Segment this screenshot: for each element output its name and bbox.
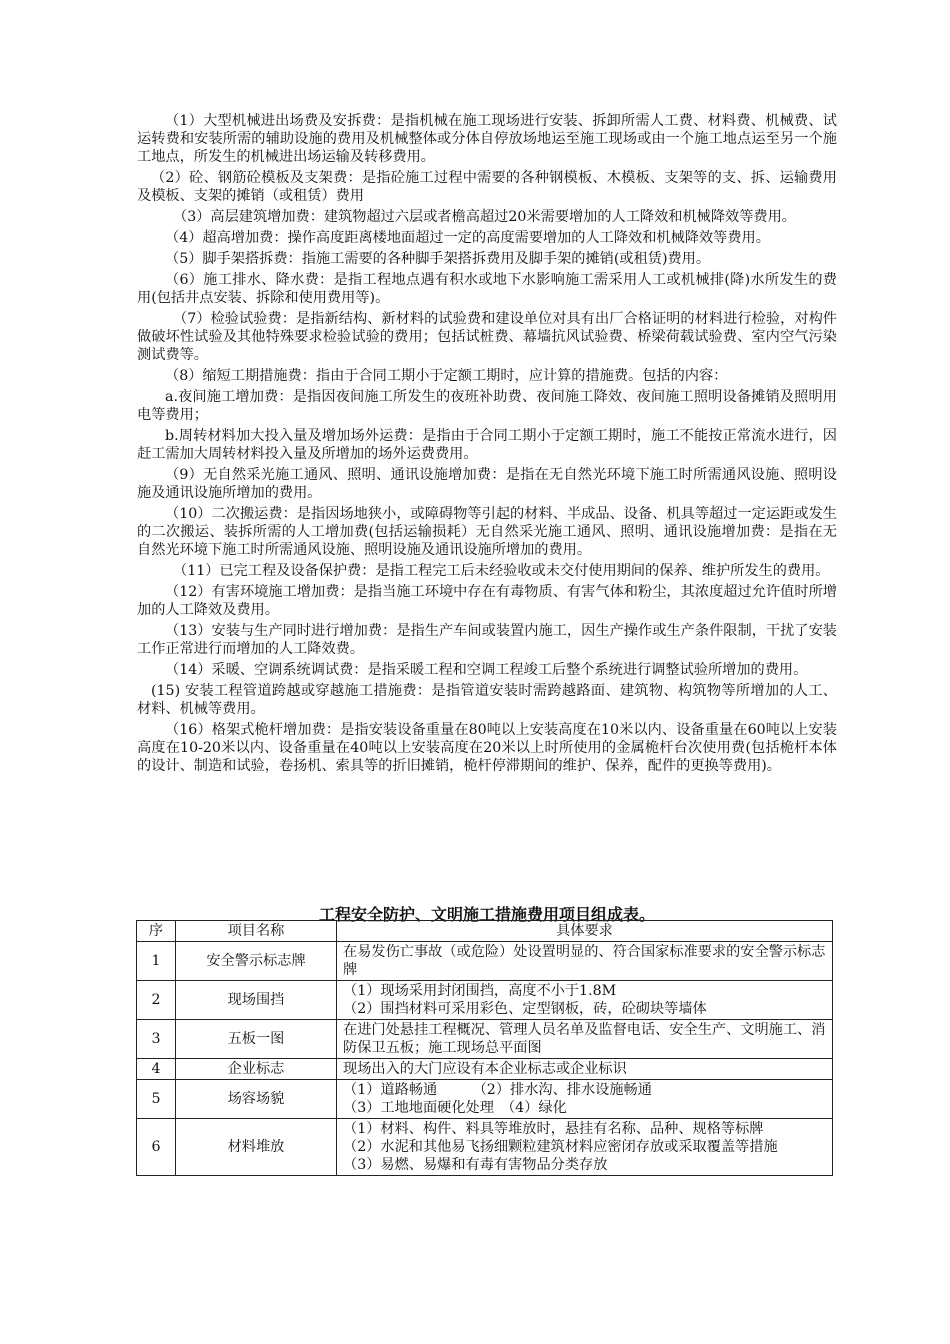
item-name: 企业标志: [176, 1059, 337, 1080]
table-row: [137, 1059, 833, 1080]
table-row: [137, 1080, 833, 1119]
requirement-line: （3）易燃、易爆和有毒有害物品分类存放: [343, 1157, 608, 1173]
paragraph-8: （8）缩短工期措施费：指由于合同工期小于定额工期时，应计算的措施费。包括的内容：: [165, 368, 728, 384]
item-name: 材料堆放: [176, 1119, 337, 1176]
item-name: 安全警示标志牌: [176, 942, 337, 981]
requirement-line: （1）材料、构件、料具等堆放时，悬挂有名称、品种、规格等标牌: [343, 1121, 764, 1137]
item-name: 场容场貌: [176, 1080, 337, 1119]
header-item-name: 项目名称: [176, 921, 337, 942]
table-title: 工程安全防护、文明施工措施费用项目组成表。: [318, 905, 655, 924]
requirement-line: （1）道路畅通 （2）排水沟、排水设施畅通: [343, 1082, 652, 1098]
header-no: 序: [137, 921, 176, 942]
document-body: [137, 112, 837, 778]
requirement-line: （1）现场采用封闭围挡，高度不小于1.8M: [343, 983, 617, 999]
table-row: [137, 942, 833, 981]
table-row: [137, 981, 833, 1020]
item-requirements: [337, 1020, 833, 1059]
item-name: 现场围挡: [176, 981, 337, 1020]
paragraph-2: （2）砼、钢筋砼模板及支架费：是指砼施工过程中需要的各种钢模板、木模板、支架等的支、拆、运输费用及模板、支架的摊销（或租赁）费用: [137, 170, 837, 204]
row-number: 2: [137, 981, 176, 1020]
table-row: [137, 1020, 833, 1059]
cost-items-table: [136, 920, 833, 1176]
requirement-line: （3）工地地面硬化处理 （4）绿化: [343, 1100, 567, 1116]
row-number: 5: [137, 1080, 176, 1119]
requirement-line: （2）水泥和其他易飞扬细颗粒建筑材料应密闭存放或采取覆盖等措施: [343, 1139, 778, 1155]
paragraph-17: (15) 安装工程管道跨越或穿越施工措施费：是指管道安装时需跨越路面、建筑物、构筑物等所增加的人工、材料、机械等费用。: [137, 683, 837, 717]
table-header-row: [137, 921, 833, 942]
paragraph-18: （16）格架式桅杆增加费：是指安装设备重量在80吨以上安装高度在10米以内、设备重量在60吨以上安装高度在10-20米以内、设备重量在40吨以上安装高度在20米以上时所使用的金属桅杆台次使用费(包括桅杆本体的设计、制造和试验，卷扬机、索具等的折旧摊销，桅杆停滞期间的维护、保养，配件的更换等费用)。: [137, 722, 837, 774]
paragraph-15: （13）安装与生产同时进行增加费：是指生产车间或装置内施工，因生产操作或生产条件限制，干扰了安装工作正常进行而增加的人工降效费。: [137, 623, 837, 657]
paragraph-11: （9）无自然采光施工通风、照明、通讯设施增加费：是指在无自然光环境下施工时所需通风设施、照明设施及通讯设施所增加的费用。: [137, 467, 837, 501]
paragraph-13: （11）已完工程及设备保护费：是指工程完工后未经验收或未交付使用期间的保养、维护所发生的费用。: [173, 563, 830, 579]
requirement-line: （2）围挡材料可采用彩色、定型钢板，砖，砼砌块等墙体: [343, 1001, 707, 1017]
item-name: 五板一图: [176, 1020, 337, 1059]
paragraph-14: （12）有害环境施工增加费：是指当施工环境中存在有毒物质、有害气体和粉尘，其浓度超过允许值时所增加的人工降效及费用。: [137, 584, 837, 618]
row-number: 4: [137, 1059, 176, 1080]
item-requirements: [337, 1059, 833, 1080]
paragraph-4: （4）超高增加费：操作高度距离楼地面超过一定的高度需要增加的人工降效和机械降效等费用。: [165, 230, 770, 246]
paragraph-3: （3）高层建筑增加费：建筑物超过六层或者檐高超过20米需要增加的人工降效和机械降效等费用。: [173, 209, 796, 225]
row-number: 6: [137, 1119, 176, 1176]
paragraph-6: （6）施工排水、降水费：是指工程地点遇有积水或地下水影响施工需采用人工或机械排(降)水所发生的费用(包括井点安装、拆除和使用费用等)。: [137, 272, 837, 306]
paragraph-5: （5）脚手架搭拆费：指施工需要的各种脚手架搭拆费用及脚手架的摊销(或租赁)费用。: [165, 251, 711, 267]
item-requirements: [337, 981, 833, 1020]
requirement-line: 在进门处悬挂工程概况、管理人员名单及监督电话、安全生产、文明施工、消防保卫五板；施工现场总平面图: [343, 1022, 826, 1056]
row-number: 3: [137, 1020, 176, 1059]
paragraph-9: a.夜间施工增加费：是指因夜间施工所发生的夜班补助费、夜间施工降效、夜间施工照明设备摊销及照明用电等费用；: [137, 389, 837, 423]
paragraph-1: （1）大型机械进出场费及安拆费：是指机械在施工现场进行安装、拆卸所需人工费、材料费、机械费、试运转费和安装所需的辅助设施的费用及机械整体或分体自停放场地运至施工现场或由一个施工地点运至另一个施工地点，所发生的机械进出场运输及转移费用。: [137, 113, 837, 165]
paragraph-7: （7）检验试验费：是指新结构、新材料的试验费和建设单位对具有出厂合格证明的材料进行检验，对构件做破坏性试验及其他特殊要求检验试验的费用；包括试桩费、幕墙抗风试验费、桥梁荷载试验费、室内空气污染测试费等。: [137, 311, 837, 363]
requirement-line: 在易发伤亡事故（或危险）处设置明显的、符合国家标准要求的安全警示标志牌: [343, 944, 826, 978]
paragraph-16: （14）采暖、空调系统调试费：是指采暖工程和空调工程竣工后整个系统进行调整试验所增加的费用。: [165, 662, 808, 678]
requirement-line: 现场出入的大门应设有本企业标志或企业标识: [343, 1061, 627, 1077]
paragraph-10: b.周转材料加大投入量及增加场外运费：是指由于合同工期小于定额工期时，施工不能按正常流水进行，因赶工需加大周转材料投入量及所增加的场外运费费用。: [137, 428, 837, 462]
item-requirements: [337, 1119, 833, 1176]
table-row: [137, 1119, 833, 1176]
item-requirements: [337, 1080, 833, 1119]
item-requirements: [337, 942, 833, 981]
row-number: 1: [137, 942, 176, 981]
paragraph-12: （10）二次搬运费：是指因场地狭小，或障碍物等引起的材料、半成品、设备、机具等超过一定运距或发生的二次搬运、装拆所需的人工增加费(包括运输损耗）无自然采光施工通风、照明、通讯设施增加费：是指在无自然光环境下施工时所需通风设施、照明设施及通讯设施所增加的费用。: [137, 506, 837, 558]
header-requirements: 具体要求: [337, 921, 833, 942]
